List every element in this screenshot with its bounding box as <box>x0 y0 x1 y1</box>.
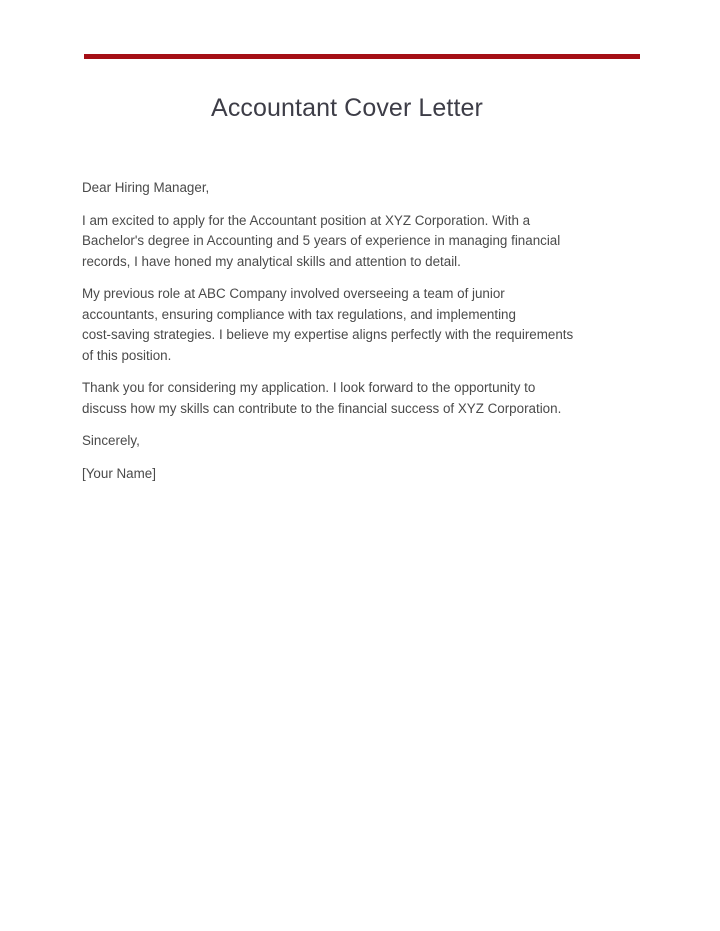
paragraph-intro <box>82 211 642 273</box>
paragraph-line: My previous role at ABC Company involved overseeing a team of junior <box>82 286 505 301</box>
paragraph-line: Bachelor's degree in Accounting and 5 years of experience in managing financial <box>82 233 561 248</box>
paragraph-line: records, I have honed my analytical skills and attention to detail. <box>82 253 461 269</box>
paragraph-line: discuss how my skills can contribute to the financial success of XYZ Corporation. <box>82 400 562 416</box>
paragraph-experience <box>82 284 642 366</box>
header-accent-rule <box>84 54 640 59</box>
paragraph-line: cost-saving strategies. I believe my expertise aligns perfectly with the requirements <box>82 327 574 342</box>
paragraph-line: of this position. <box>82 347 172 363</box>
paragraph-closing <box>82 378 642 419</box>
paragraph-line: accountants, ensuring compliance with tax regulations, and implementing <box>82 306 516 322</box>
salutation: Dear Hiring Manager, <box>82 180 210 195</box>
signature: [Your Name] <box>82 465 156 481</box>
closing: Sincerely, <box>82 433 140 448</box>
paragraph-line: Thank you for considering my application. I look forward to the opportunity to <box>82 380 536 395</box>
document-title: Accountant Cover Letter <box>211 94 483 122</box>
paragraph-line: I am excited to apply for the Accountant position at XYZ Corporation. With a <box>82 212 531 228</box>
letter-body <box>82 178 642 496</box>
